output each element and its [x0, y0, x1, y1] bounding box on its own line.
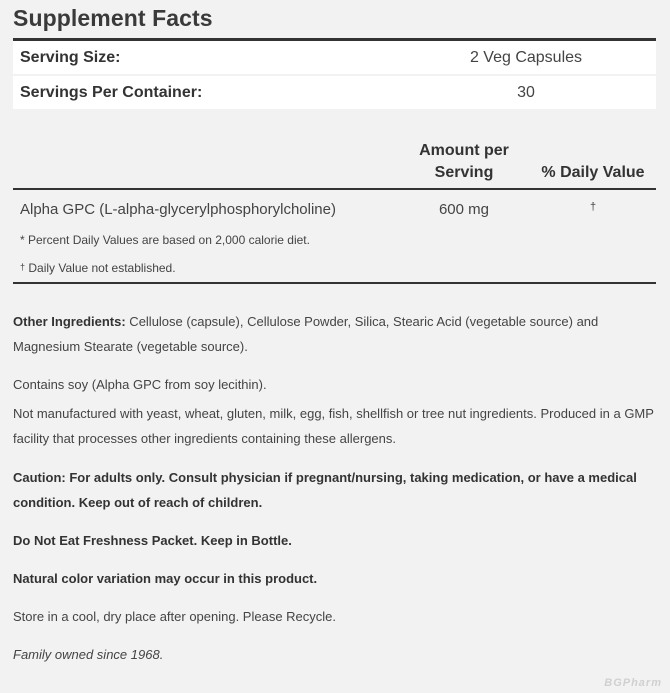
dagger-note-text: Daily Value not established.	[28, 261, 176, 275]
servings-per-container-label: Servings Per Container:	[20, 84, 203, 101]
allergen-statement: Not manufactured with yeast, wheat, gluten, milk, egg, fish, shellfish or tree nut ingredients. Produced in a GMP facility that processes other ingredients containing these allergens.	[13, 406, 654, 446]
percent-dv-note: * Percent Daily Values are based on 2,000 calorie diet.	[20, 233, 310, 247]
daily-value-header: % Daily Value	[541, 164, 645, 181]
contains-soy: Contains soy (Alpha GPC from soy lecithin).	[13, 377, 267, 392]
ingredient-amount: 600 mg	[438, 201, 490, 218]
amount-per-serving-header	[410, 140, 518, 184]
amount-header-line2: Serving	[434, 164, 494, 181]
ingredient-name: Alpha GPC (L-alpha-glycerylphosphorylcholine)	[20, 201, 336, 218]
header-rule	[13, 188, 656, 190]
other-ingredients-label: Other Ingredients:	[13, 314, 126, 329]
servings-per-container-value: 30	[517, 84, 535, 101]
color-variation-note: Natural color variation may occur in this product.	[13, 571, 318, 586]
other-ingredients	[13, 309, 658, 359]
dagger-note	[20, 261, 176, 275]
ingredient-dv: †	[589, 201, 597, 213]
dagger-mark: †	[20, 262, 26, 272]
serving-size-label: Serving Size:	[20, 49, 121, 66]
family-owned-note: Family owned since 1968.	[13, 647, 164, 662]
other-ingredients-text: Cellulose (capsule), Cellulose Powder, Silica, Stearic Acid (vegetable source) and Magnesium Stearate (vegetable source).	[13, 314, 599, 354]
supplement-facts-title: Supplement Facts	[13, 5, 213, 31]
storage-instructions: Store in a cool, dry place after opening. Please Recycle.	[13, 609, 337, 624]
watermark: BGPharm	[604, 677, 662, 689]
bottom-rule	[13, 282, 656, 284]
serving-size-value: 2 Veg Capsules	[469, 49, 583, 66]
caution-statement: Caution: For adults only. Consult physician if pregnant/nursing, taking medication, or have a medical condition. Keep out of reach of children.	[13, 470, 637, 510]
amount-header-line1: Amount per	[419, 142, 509, 159]
freshness-packet-warning: Do Not Eat Freshness Packet. Keep in Bottle.	[13, 533, 292, 548]
